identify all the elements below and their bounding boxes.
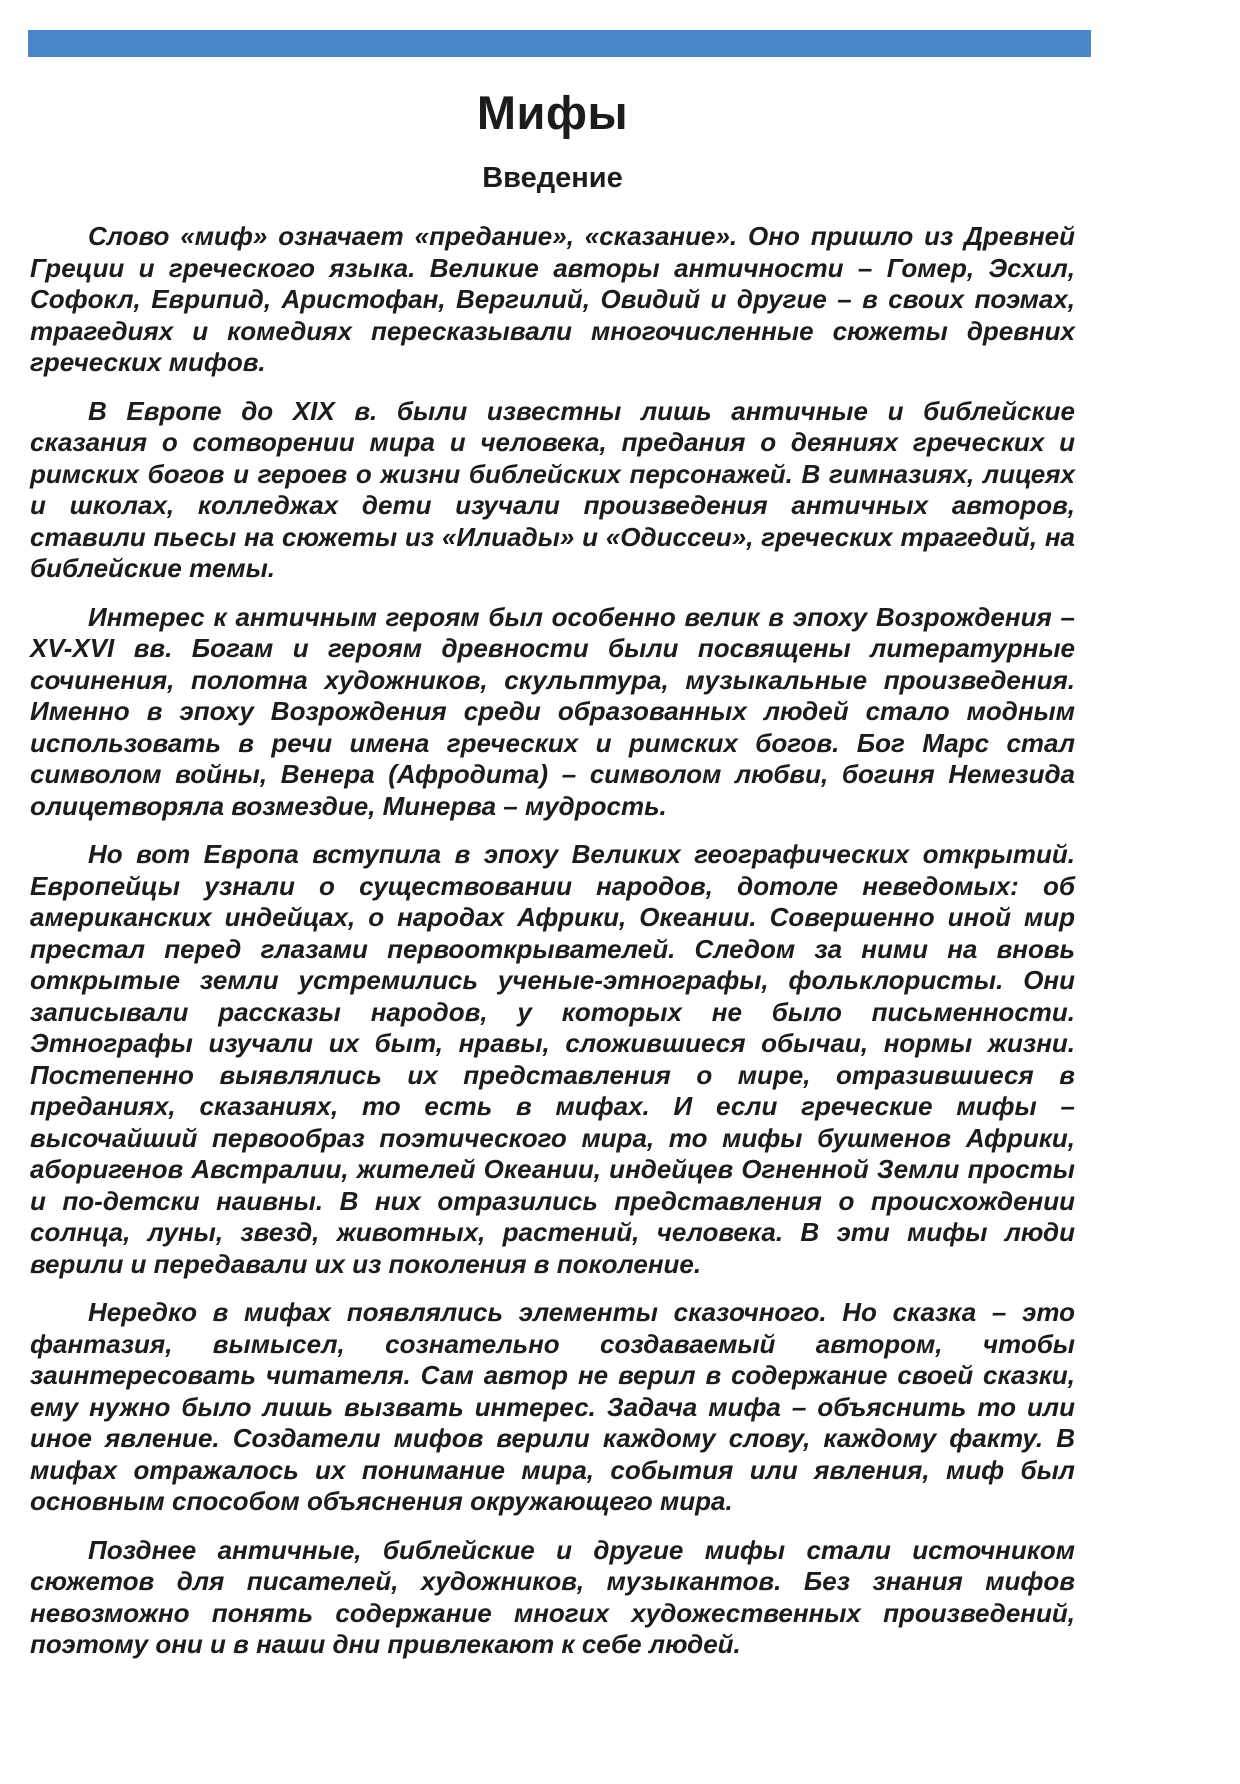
- paragraph-intro: Слово «миф» означает «предание», «сказание». Оно пришло из Древней Греции и греческого языка. Великие авторы античности – Гомер, Эсхил, Софокл, Еврипид, Аристофан, Вергилий, Овидий и другие – в своих поэмах, трагедиях и комедиях пересказывали многочисленные сюжеты древних греческих мифов.: [30, 221, 1075, 377]
- paragraph-renaissance: Интерес к античным героям был особенно велик в эпоху Возрождения – XV-XVI вв. Богам и героям древности были посвящены литературные сочинения, полотна художников, скульптура, музыкальные произведения. Именно в эпоху Возрождения среди образованных людей стало модным использовать в речи имена греческих и римских богов. Бог Марс стал символом войны, Венера (Афродита) – символом любви, богиня Немезида олицетворяла возмездие, Минерва – мудрость.: [30, 601, 1075, 821]
- page-title: Мифы: [476, 86, 629, 139]
- document-content: [0, 85, 1240, 1661]
- page-subtitle: Введение: [482, 162, 623, 194]
- document-page: [0, 30, 1240, 1784]
- paragraph-myths-as-sources: Позднее античные, библейские и другие мифы стали источником сюжетов для писателей, художников, музыкантов. Без знания мифов невозможно понять содержание многих художественных произведений, поэтому они и в наши дни привлекают к себе людей.: [30, 1534, 1075, 1659]
- paragraph-europe-before-19th: В Европе до XIX в. были известны лишь античные и библейские сказания о сотворении мира и человека, предания о деяниях греческих и римских богов и героев о жизни библейских персонажей. В гимназиях, лицеях и школах, колледжах дети изучали произведения античных авторов, ставили пьесы на сюжеты из «Илиады» и «Одиссеи», греческих трагедий, на библейские темы.: [30, 395, 1075, 583]
- paragraph-myth-vs-fairytale: Нередко в мифах появлялись элементы сказочного. Но сказка – это фантазия, вымысел, сознательно создаваемый автором, чтобы заинтересовать читателя. Сам автор не верил в содержание своей сказки, ему нужно было лишь вызвать интерес. Задача мифа – объяснить то или иное явление. Создатели мифов верили каждому слову, каждому факту. В мифах отражалось их понимание мира, события или явления, миф был основным способом объяснения окружающего мира.: [30, 1297, 1075, 1516]
- body-text: [30, 221, 1075, 1661]
- header-bar: [28, 30, 1091, 57]
- paragraph-age-of-discovery: Но вот Европа вступила в эпоху Великих географических открытий. Европейцы узнали о существовании народов, дотоле неведомых: об американских индейцах, о народах Африки, Океании. Совершенно иной мир престал перед глазами первооткрывателей. Следом за ними на вновь открытые земли устремились ученые-этнографы, фольклористы. Они записывали рассказы народов, у которых не было письменности. Этнографы изучали их быт, нравы, сложившиеся обычаи, нормы жизни. Постепенно выявлялись их представления о мире, отразившиеся в преданиях, сказаниях, то есть в мифах. И если греческие мифы – высочайший первообраз поэтического мира, то мифы бушменов Африки, аборигенов Австралии, жителей Океании, индейцев Огненной Земли просты и по-детски наивны. В них отразились представления о происхождении солнца, луны, звезд, животных, растений, человека. В эти мифы люди верили и передавали их из поколения в поколение.: [30, 839, 1075, 1279]
